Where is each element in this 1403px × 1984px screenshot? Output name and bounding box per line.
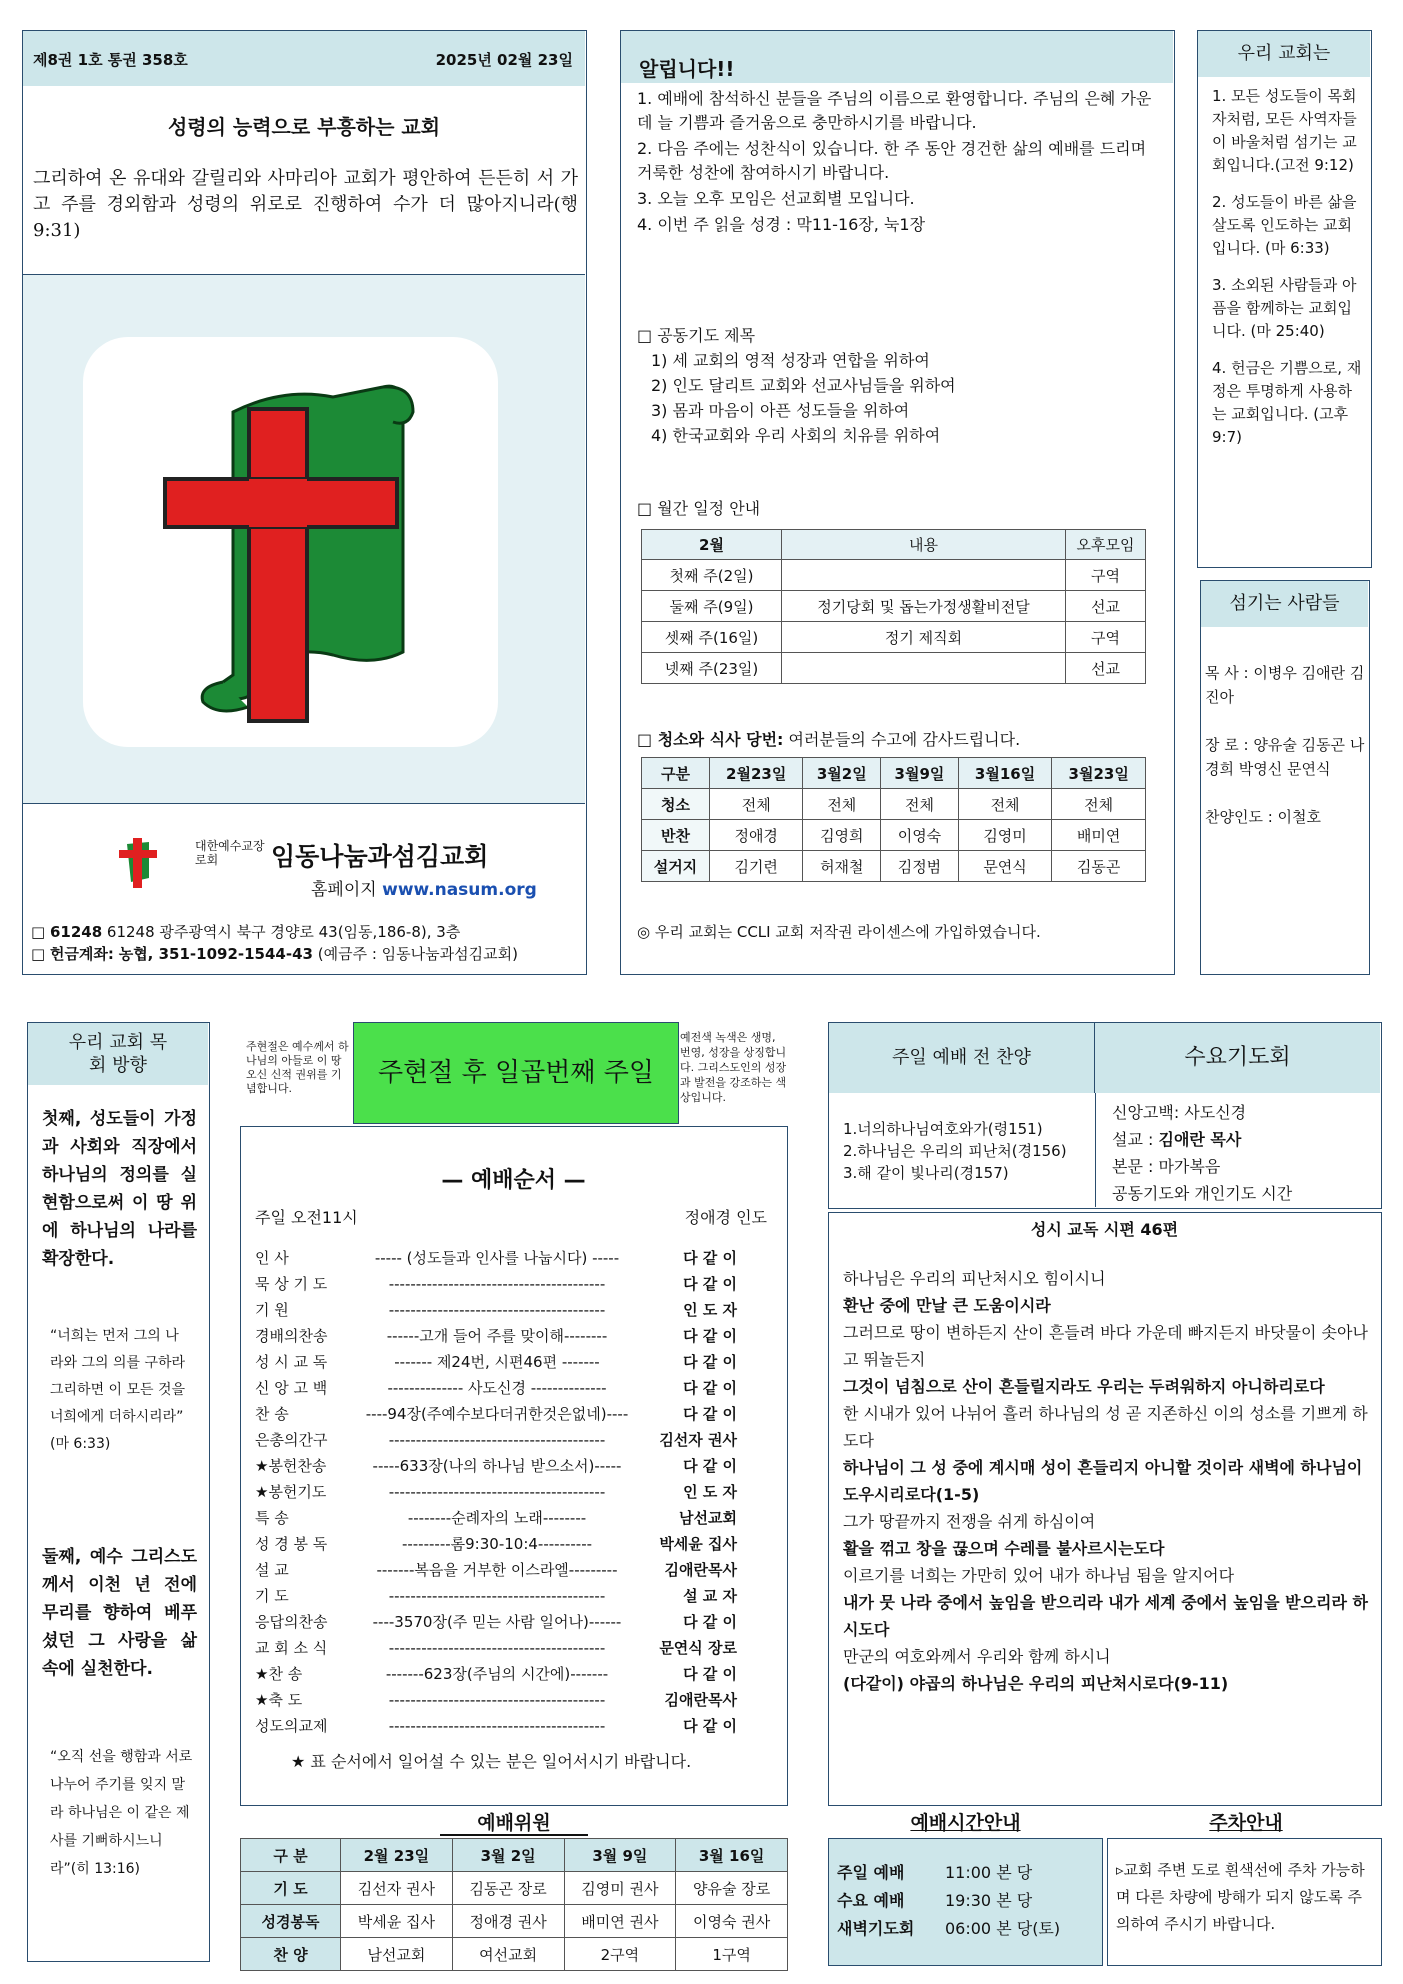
servants-title: 섬기는 사람들 (1201, 581, 1368, 627)
order-row (255, 1427, 770, 1453)
committee-cell: 1구역 (676, 1938, 788, 1971)
order-item-content: -----633장(나의 하나님 받으소서)----- (372, 1457, 622, 1475)
monthly-cell: 구역 (1066, 622, 1146, 653)
committee-cell: 김동곤 장로 (452, 1872, 564, 1905)
prayer-item: 4) 한국교회와 우리 사회의 치유를 위하여 (651, 426, 941, 445)
motto: 성령의 능력으로 부흥하는 교회 (167, 115, 441, 139)
duty-header: 3월16일 (958, 758, 1052, 789)
servant-elder: 장 로 : 양유술 김동곤 나경희 박영신 문연식 (1205, 736, 1365, 778)
postcode: 61248 (49, 923, 103, 941)
duty-cell: 김영미 (958, 820, 1052, 851)
duty-cell: 전체 (1052, 789, 1146, 820)
duty-cell: 이영숙 (881, 820, 959, 851)
order-item-name: 특 송 (255, 1509, 289, 1527)
order-item-name: 응답의찬송 (255, 1613, 328, 1631)
homepage (311, 875, 537, 900)
issue-bar (23, 31, 585, 86)
license-note: ◎ 우리 교회는 CCLI 교회 저작권 라이센스에 가입하였습니다. (637, 923, 1041, 941)
committee-cell: 2구역 (564, 1938, 676, 1971)
our-church-title: 우리 교회는 (1198, 31, 1370, 77)
order-item-content: -------------- 사도신경 -------------- (387, 1379, 607, 1397)
issue-number: 제8권 1호 통권 358호 (33, 51, 188, 69)
order-item-content: ----- (성도들과 인사를 나눕시다) ----- (374, 1249, 620, 1267)
order-item-content: ---------------------------------------- (388, 1587, 606, 1605)
order-item-name: 교 회 소 식 (255, 1639, 328, 1657)
psalm-lines (843, 1265, 1368, 1697)
order-item-leader: 다 같 이 (683, 1717, 737, 1735)
committee-cell: 김선자 권사 (341, 1872, 453, 1905)
wednesday-prayer: 공동기도와 개인기도 시간 (1112, 1184, 1293, 1203)
order-item-leader: 문연식 장로 (659, 1639, 737, 1657)
order-row (255, 1401, 770, 1427)
praise-wednesday-panel (828, 1022, 1382, 1209)
parking-text: ▹교회 주변 도로 흰색선에 주차 가능하며 다른 차량에 방해가 되지 않도록 주의하여 주시기 바랍니다. (1116, 1861, 1365, 1933)
order-item-name: 기 원 (255, 1301, 289, 1319)
order-item-leader: 김애란목사 (664, 1561, 737, 1579)
committee-title-underline (440, 1834, 588, 1836)
ministry-title: 우리 교회 목회 방향 (28, 1023, 208, 1085)
order-item-content: ---------롬9:30-10:4---------- (401, 1535, 593, 1553)
committee-header: 구 분 (241, 1839, 341, 1872)
order-item-name: ★축 도 (255, 1691, 303, 1709)
psalm-line: 내가 뭇 나라 중에서 높임을 받으리라 내가 세계 중에서 높임을 받으리라 하시도다 (843, 1593, 1368, 1639)
monthly-schedule-table (641, 529, 1146, 684)
order-item-content: ---------------------------------------- (388, 1691, 606, 1709)
order-row (255, 1297, 770, 1323)
monthly-cell: 선교 (1066, 653, 1146, 684)
homepage-label: 홈페이지 (311, 880, 377, 900)
monthly-cell: 첫째 주(2일) (642, 560, 782, 591)
duty-cell: 허재철 (803, 851, 881, 882)
duty-table (641, 757, 1146, 882)
duty-cell: 김기련 (709, 851, 803, 882)
wednesday-text: 본문 : 마가복음 (1112, 1157, 1221, 1176)
order-row (255, 1453, 770, 1479)
order-row (255, 1661, 770, 1687)
order-item-leader: 다 같 이 (683, 1353, 737, 1371)
praise-song: 1.너의하나님여호와가(령151) (843, 1120, 1043, 1138)
ministry-quote-2: “오직 선을 행함과 서로 나누어 주기를 잊지 말라 하나님은 이 같은 제사를 기뻐하시느니라”(히 13:16) (50, 1749, 193, 1877)
service-time-label: 주일 예배 (837, 1863, 905, 1882)
duty-cell: 전체 (881, 789, 959, 820)
prayer-topics (637, 323, 1159, 448)
psalm-line: 하나님이 그 성 중에 계시매 성이 흔들리지 아니할 것이라 새벽에 하나님이 도우시리로다(1-5) (843, 1458, 1363, 1504)
order-item-leader: 김선자 권사 (659, 1431, 737, 1449)
duty-header: 3월23일 (1052, 758, 1146, 789)
monthly-cell: 구역 (1066, 560, 1146, 591)
order-item-name: 성 시 교 독 (255, 1353, 328, 1371)
duty-cell: 김영희 (803, 820, 881, 851)
order-item-leader: 다 같 이 (683, 1457, 737, 1475)
order-row (255, 1323, 770, 1349)
order-item-content: --------순례자의 노래-------- (407, 1509, 587, 1527)
committee-cell: 남선교회 (341, 1938, 453, 1971)
monthly-cell: 정기당회 및 돕는가정생활비전달 (782, 591, 1066, 622)
our-church-item: 2. 성도들이 바른 삶을 살도록 인도하는 교회입니다. (마 6:33) (1212, 193, 1357, 257)
order-item-content: ----3570장(주 믿는 사람 일어나)------ (372, 1613, 622, 1631)
our-church-item: 3. 소외된 사람들과 아픔을 함께하는 교회입니다. (마 25:40) (1212, 276, 1357, 340)
announcement-item: 4. 이번 주 읽을 성경 : 막11-16장, 눅1장 (637, 215, 926, 234)
order-item-name: 성 경 봉 독 (255, 1535, 328, 1553)
duty-cell: 전체 (709, 789, 803, 820)
order-list (255, 1245, 770, 1739)
order-item-leader: 김애란목사 (664, 1691, 737, 1709)
small-cross-logo-icon (113, 836, 161, 891)
psalm-line: 그것이 넘침으로 산이 흔들릴지라도 우리는 두려워하지 아니하리로다 (843, 1377, 1325, 1396)
order-item-leader: 인 도 자 (683, 1301, 737, 1319)
praise-song-list (843, 1118, 1093, 1184)
standing-note: ★ 표 순서에서 일어설 수 있는 분은 일어서시기 바랍니다. (291, 1752, 692, 1771)
duty-title-line (637, 727, 1020, 750)
committee-cell: 성경봉독 (241, 1905, 341, 1938)
committee-cell: 양유술 장로 (676, 1872, 788, 1905)
order-item-name: ★봉헌찬송 (255, 1457, 327, 1475)
committee-cell: 박세윤 집사 (341, 1905, 453, 1938)
order-item-leader: 설 교 자 (683, 1587, 737, 1605)
account: □ 헌금계좌: 농협, 351-1092-1544-43 (예금주 : 임동나눔과섬김교회) (31, 945, 518, 963)
duty-header: 구분 (642, 758, 710, 789)
monthly-cell (782, 560, 1066, 591)
liturgical-color-note: 예전색 녹색은 생명, 번영, 성장을 상징합니다. 그리스도인의 성장과 발전을 강조하는 색상입니다. (680, 1031, 787, 1104)
duty-header: 2월23일 (709, 758, 803, 789)
psalm-line: 이르기를 너희는 가만히 있어 내가 하나님 됨을 알지어다 (843, 1566, 1235, 1585)
parking-title: 주차안내 (1209, 1812, 1283, 1834)
duty-header: 3월2일 (803, 758, 881, 789)
prayer-item: 1) 세 교회의 영적 성장과 연합을 위하여 (651, 351, 930, 370)
church-id (113, 831, 553, 901)
order-item-content: ---------------------------------------- (388, 1717, 606, 1735)
psalm-panel (828, 1212, 1382, 1806)
duty-cell: 전체 (803, 789, 881, 820)
announcements-header (621, 31, 1173, 83)
order-row (255, 1245, 770, 1271)
monthly-cell: 둘째 주(9일) (642, 591, 782, 622)
order-item-content: ---------------------------------------- (388, 1431, 606, 1449)
order-row (255, 1531, 770, 1557)
address-text: 61248 광주광역시 북구 경양로 43(임동,186-8), 3층 (106, 923, 461, 941)
psalm-line: 한 시내가 있어 나뉘어 흘러 하나님의 성 곧 지존하신 이의 성소를 기쁘게 하도다 (843, 1404, 1368, 1450)
church-name: 임동나눔과섬김교회 (271, 842, 489, 871)
duty-title: □ 청소와 식사 당번: (637, 730, 784, 749)
service-time-value: 11:00 본 당 (945, 1863, 1033, 1882)
service-time: 주일 오전11시 (255, 1208, 358, 1227)
psalm-line: (다같이) 야곱의 하나님은 우리의 피난처시로다(9-11) (843, 1674, 1229, 1693)
duty-cell: 청소 (642, 789, 710, 820)
prayer-title: □ 공동기도 제목 (637, 326, 756, 345)
servant-choir: 찬양인도 : 이철호 (1205, 808, 1322, 826)
monthly-cell: 선교 (1066, 591, 1146, 622)
service-times-title: 예배시간안내 (910, 1812, 1021, 1834)
monthly-title: □ 월간 일정 안내 (637, 499, 761, 518)
psalm-line: 하나님은 우리의 피난처시오 힘이시니 (843, 1269, 1106, 1288)
our-church-item: 1. 모든 성도들이 목회자처럼, 모든 사역자들이 바울처럼 섬기는 교회입니다.(고전 9:12) (1212, 87, 1357, 174)
order-row (255, 1349, 770, 1375)
our-church-panel (1197, 30, 1372, 568)
order-item-name: 성도의교제 (255, 1717, 328, 1735)
announcement-list (637, 87, 1159, 239)
order-item-content: ---------------------------------------- (388, 1301, 606, 1319)
duty-cell: 김정범 (881, 851, 959, 882)
committee-cell: 기 도 (241, 1872, 341, 1905)
logo-tile (83, 337, 498, 747)
psalm-line: 활을 꺾고 창을 끊으며 수레를 불사르시는도다 (843, 1539, 1165, 1558)
announcement-item: 3. 오늘 오후 모임은 선교회별 모입니다. (637, 189, 915, 208)
service-times-list (837, 1859, 1097, 1943)
epiphany-note: 주현절은 예수께서 하나님의 아들로 이 땅 오신 신적 권위를 기념합니다. (246, 1040, 349, 1095)
worship-order-panel (240, 1126, 788, 1806)
psalm-title: 성시 교독 시편 46편 (1030, 1220, 1179, 1239)
servant-pastor: 목 사 : 이병우 김애란 김진아 (1205, 664, 1365, 706)
committee-cell: 이영숙 권사 (676, 1905, 788, 1938)
account-number: 농협, 351-1092-1544-43 (118, 945, 313, 963)
issue-date: 2025년 02월 23일 (435, 51, 573, 69)
order-item-content: ------고개 들어 주를 맞이해-------- (386, 1327, 608, 1345)
duty-cell: 배미연 (1052, 820, 1146, 851)
order-item-name: 묵 상 기 도 (255, 1275, 328, 1293)
order-item-name: 신 앙 고 백 (255, 1379, 328, 1397)
psalm-line: 그러므로 땅이 변하든지 산이 흔들려 바다 가운데 빠지든지 바닷물이 솟아나고 뛰놀든지 (843, 1323, 1368, 1369)
service-time-value: 06:00 본 당(토) (945, 1919, 1061, 1938)
wednesday-sermon (1112, 1126, 1364, 1153)
cover-panel (22, 30, 587, 975)
order-item-name: 찬 송 (255, 1405, 289, 1423)
parking-box (1107, 1838, 1382, 1966)
sunday-title-banner (353, 1022, 679, 1124)
duty-cell: 전체 (958, 789, 1052, 820)
account-label: 헌금계좌: (49, 945, 114, 963)
wednesday-title: 수요기도회 (1095, 1023, 1380, 1093)
service-time-label: 새벽기도회 (837, 1919, 915, 1938)
order-item-content: -------복음을 거부한 이스라엘--------- (376, 1561, 618, 1579)
servants-panel (1200, 580, 1370, 975)
prayer-item: 2) 인도 달리트 교회와 선교사님들을 위하여 (651, 376, 956, 395)
service-times-box (828, 1838, 1103, 1966)
committee-title: 예배위원 (477, 1812, 551, 1834)
duty-header: 3월9일 (881, 758, 959, 789)
order-item-name: 경배의찬송 (255, 1327, 328, 1345)
service-time-label: 수요 예배 (837, 1891, 905, 1910)
servants-list (1205, 661, 1365, 829)
wednesday-creed: 신앙고백: 사도신경 (1112, 1103, 1247, 1122)
psalm-line: 환난 중에 만날 큰 도움이시라 (843, 1296, 1051, 1315)
duty-cell: 김동곤 (1052, 851, 1146, 882)
committee-header: 2월 23일 (341, 1839, 453, 1872)
order-item-leader: 다 같 이 (683, 1665, 737, 1683)
praise-song: 3.해 같이 빛나리(경157) (843, 1164, 1009, 1182)
ministry-quote-1: “너희는 먼저 그의 나라와 그의 의를 구하라 그리하면 이 모든 것을 너희에게 더하시리라” (마 6:33) (50, 1328, 186, 1452)
order-item-leader: 다 같 이 (683, 1379, 737, 1397)
announcements-title: 알립니다!! (639, 57, 735, 81)
order-item-leader: 인 도 자 (683, 1483, 737, 1501)
committee-header: 3월 9일 (564, 1839, 676, 1872)
order-row (255, 1271, 770, 1297)
order-item-name: ★봉헌기도 (255, 1483, 327, 1501)
order-item-name: 은총의간구 (255, 1431, 328, 1449)
monthly-header: 오후모임 (1066, 530, 1146, 560)
our-church-list (1212, 85, 1362, 449)
order-item-leader: 다 같 이 (683, 1275, 737, 1293)
committee-cell: 정애경 권사 (452, 1905, 564, 1938)
monthly-cell: 넷째 주(23일) (642, 653, 782, 684)
order-item-leader: 다 같 이 (683, 1249, 737, 1267)
announcement-item: 2. 다음 주에는 성찬식이 있습니다. 한 주 동안 경건한 삶의 예배를 드리며 거룩한 성찬에 참여하시기 바랍니다. (637, 139, 1147, 182)
order-row (255, 1505, 770, 1531)
duty-cell: 반찬 (642, 820, 710, 851)
order-item-name: ★찬 송 (255, 1665, 303, 1683)
our-church-item: 4. 헌금은 기쁨으로, 재정은 투명하게 사용하는 교회입니다. (고후 9:7) (1212, 359, 1362, 446)
order-item-content: ---------------------------------------- (388, 1483, 606, 1501)
committee-cell: 여선교회 (452, 1938, 564, 1971)
order-row (255, 1687, 770, 1713)
committee-header: 3월 2일 (452, 1839, 564, 1872)
committee-cell: 찬 양 (241, 1938, 341, 1971)
psalm-line: 만군의 여호와께서 우리와 함께 하시니 (843, 1647, 1111, 1666)
order-item-leader: 다 같 이 (683, 1613, 737, 1631)
order-item-name: 기 도 (255, 1587, 289, 1605)
announcement-item: 1. 예배에 참석하신 분들을 주님의 이름으로 환영합니다. 주님의 은혜 가운데 늘 기쁨과 즐거움으로 충만하시기를 바랍니다. (637, 89, 1152, 132)
order-item-leader: 다 같 이 (683, 1405, 737, 1423)
ministry-second: 둘째, 예수 그리스도께서 이천 년 전에 무리를 향하여 베푸셨던 그 사랑을 삶 속에 실천한다. (42, 1547, 197, 1679)
account-holder: (예금주 : 임동나눔과섬김교회) (317, 945, 518, 963)
order-row (255, 1635, 770, 1661)
order-item-name: 설 교 (255, 1561, 289, 1579)
monthly-cell: 정기 제직회 (782, 622, 1066, 653)
theme-verse: 그리하여 온 유대와 갈릴리와 사마리아 교회가 평안하여 든든히 서 가고 주를 경외함과 성령의 위로로 진행하여 수가 더 많아지니라(행9:31) (33, 168, 578, 241)
order-row (255, 1583, 770, 1609)
order-row (255, 1479, 770, 1505)
order-item-leader: 박세윤 집사 (659, 1535, 737, 1553)
psalm-line: 그가 땅끝까지 전쟁을 쉬게 하심이여 (843, 1512, 1096, 1531)
wednesday-sermon-label: 설교 : (1112, 1130, 1154, 1149)
wednesday-preacher: 김애란 목사 (1158, 1130, 1242, 1149)
announcements-panel (620, 30, 1175, 975)
order-item-leader: 다 같 이 (683, 1327, 737, 1345)
praise-song: 2.하나님은 우리의 피난처(경156) (843, 1142, 1067, 1160)
order-item-content: ---------------------------------------- (388, 1275, 606, 1293)
order-item-leader: 남선교회 (679, 1509, 737, 1527)
service-leader: 정애경 인도 (684, 1208, 767, 1227)
sunday-title: 주현절 후 일곱번째 주일 (378, 1058, 654, 1088)
committee-header: 3월 16일 (676, 1839, 788, 1872)
monthly-header: 2월 (642, 530, 782, 560)
wednesday-details (1095, 1093, 1380, 1207)
address: □ 61248 61248 광주광역시 북구 경양로 43(임동,186-8), 3층 (31, 923, 461, 941)
monthly-cell: 셋째 주(16일) (642, 622, 782, 653)
prayer-item: 3) 몸과 마음이 아픈 성도들을 위하여 (651, 401, 910, 420)
denomination: 대한예수교장로회 (195, 839, 265, 867)
monthly-cell (782, 653, 1066, 684)
cross-banner-logo-icon (83, 337, 498, 747)
duty-cell: 정애경 (709, 820, 803, 851)
ministry-first: 첫째, 성도들이 가정과 사회와 직장에서 하나님의 정의를 실현함으로써 이 땅 위에 하나님의 나라를 확장한다. (42, 1109, 197, 1269)
duty-cell: 설거지 (642, 851, 710, 882)
order-title: — 예배순서 — (441, 1168, 586, 1193)
order-row (255, 1557, 770, 1583)
order-item-content: ----94장(주예수보다더귀한것은없네)---- (365, 1405, 629, 1423)
order-item-name: 인 사 (255, 1249, 289, 1267)
praise-title: 주일 예배 전 찬양 (829, 1023, 1095, 1093)
committee-cell: 배미연 권사 (564, 1905, 676, 1938)
order-row (255, 1713, 770, 1739)
order-row (255, 1609, 770, 1635)
duty-note: 여러분들의 수고에 감사드립니다. (783, 730, 1021, 749)
order-item-content: ------- 제24번, 시편46편 ------- (394, 1353, 600, 1371)
service-time-value: 19:30 본 당 (945, 1891, 1033, 1910)
order-item-content: ---------------------------------------- (388, 1639, 606, 1657)
order-item-content: -------623장(주님의 시간에)------- (385, 1665, 609, 1683)
ministry-panel (27, 1022, 210, 1962)
committee-table (240, 1838, 788, 1971)
committee-cell: 김영미 권사 (564, 1872, 676, 1905)
monthly-header: 내용 (782, 530, 1066, 560)
logo-section (23, 274, 585, 804)
homepage-url[interactable]: www.nasum.org (382, 880, 537, 900)
duty-cell: 문연식 (958, 851, 1052, 882)
order-row (255, 1375, 770, 1401)
